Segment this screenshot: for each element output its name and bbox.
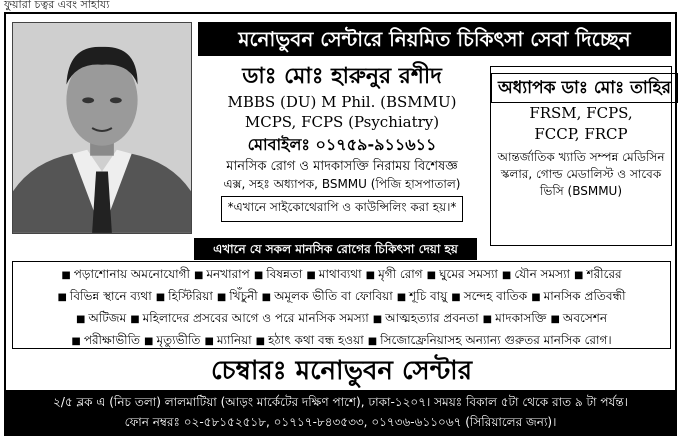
disease-item: ■ মনখারাপ [194, 264, 250, 286]
doctor1-note: *এখানে সাইকোথেরাপি ও কাউন্সিলিং করা হয়।* [221, 196, 464, 222]
doctor1-mobile: মোবাইলঃ ০১৭৫৯-৯১১৬১১ [247, 135, 437, 154]
doctor1-position: এক্স, সহঃ অধ্যাপক, BSMMU (পিজি হাসপাতাল) [223, 177, 461, 191]
doctor1-degree2: MCPS, FCPS (Psychiatry) [244, 113, 440, 131]
top-clipped-text: ফুয়ারা চত্বর এবং সাহায্য [4, 0, 110, 11]
disease-item: ■ খিঁচুনী [217, 286, 258, 308]
disease-item: ■ শরীরের [574, 264, 622, 286]
doctor1-degree1: MBBS (DU) M Phil. (BSMMU) [227, 93, 457, 111]
disease-row [17, 330, 666, 352]
disease-list [12, 261, 671, 349]
disease-row [17, 286, 666, 308]
doctor2-name: অধ্যাপক ডাঃ মোঃ তাহির [491, 73, 678, 103]
disease-item: ■ মাদকাসক্তি [483, 308, 547, 330]
doctor1-specialty: মানসিক রোগ ও মাদকাসক্তি নিরাময় বিশেষজ্ঞ [226, 159, 458, 174]
headline-banner: মনোভুবন সেন্টারে নিয়মিত চিকিৎসা সেবা দিচ্ছেন [198, 22, 671, 56]
disease-item: ■ বিভিন্ন স্থানে ব্যথা [57, 286, 151, 308]
disease-row [17, 308, 666, 330]
doctor1-name: ডাঃ মোঃ হারুনুর রশীদ [242, 64, 442, 89]
disease-item: ■ হঠাৎ কথা বন্ধ হওয়া [256, 330, 364, 352]
advertisement-frame [4, 12, 677, 436]
disease-item: ■ হিস্টিরিয়া [156, 286, 213, 308]
doctor2-degree2: FCCP, FRCP [534, 125, 628, 143]
doctor2-degree1: FRSM, FCPS, [529, 104, 633, 122]
disease-item: ■ সিজোফ্রেনিয়াসহ অন্যান্য গুরুতর মানসিক রোগ। [368, 330, 612, 352]
disease-item: ■ পড়াশোনায় অমনোযোগী [61, 264, 190, 286]
disease-item: ■ ম্যানিয়া [204, 330, 251, 352]
disease-row [17, 264, 666, 286]
disease-item: ■ অমূলক ভীতি বা ফোবিয়া [262, 286, 393, 308]
disease-item: ■ অটিজম [76, 308, 126, 330]
disease-item: ■ অবসেশন [550, 308, 607, 330]
disease-item: ■ মানসিক প্রতিবন্ধী [531, 286, 625, 308]
disease-item: ■ সন্দেহ বাতিক [451, 286, 527, 308]
doctor-portrait-image [13, 23, 191, 233]
doctor-photo [12, 22, 192, 234]
disease-item: ■ মাথাব্যথা [306, 264, 361, 286]
disease-item: ■ ঘুমের সমস্যা [427, 264, 498, 286]
disease-item: ■ যৌন সমস্যা [502, 264, 570, 286]
doctor1-block [198, 62, 486, 248]
disease-item: ■ মৃগী রোগ [366, 264, 423, 286]
disease-item: ■ শূচি বায়ু [397, 286, 448, 308]
disease-item: ■ পরীক্ষাভীতি [71, 330, 140, 352]
disease-item: ■ মৃত্যুভীতি [144, 330, 200, 352]
doctor2-description: আন্তর্জাতিক খ্যাতি সম্পন্ন মেডিসিন স্কলার, গোল্ড মেডালিস্ট ও সাবেক ভিসি (BSMMU) [497, 150, 665, 198]
footer-banner [6, 390, 675, 434]
disease-item: ■ আত্মহত্যার প্রবনতা [373, 308, 479, 330]
footer-address: ২/৫ ব্লক এ (নিচ তলা) লালমাটিয়া (আড়ং মার্কেটের দক্ষিণ পাশে), ঢাকা-১২০৭। সময়ঃ বিকাল ৫টা থেকে রাত ৯ টা পর্যন্ত। [53, 395, 628, 409]
doctor2-block [490, 66, 672, 246]
footer-phone: ফোন নম্বরঃ ০২-৫৮১৫২৫১৮, ০১৭১৭-৮৪৩৫৩৩, ০১৭৩৬-৬১১০৬৭ (সিরিয়ালের জন্য)। [124, 415, 557, 429]
disease-item: ■ মহিলাদের প্রসবের আগে ও পরে মানসিক সমস্যা [130, 308, 369, 330]
disease-item: ■ বিষন্নতা [254, 264, 303, 286]
chamber-title: চেম্বারঃ মনোভুবন সেন্টার [210, 356, 473, 386]
treatment-list-heading: এখানে যে সকল মানসিক রোগের চিকিৎসা দেয়া হয় [194, 238, 477, 260]
